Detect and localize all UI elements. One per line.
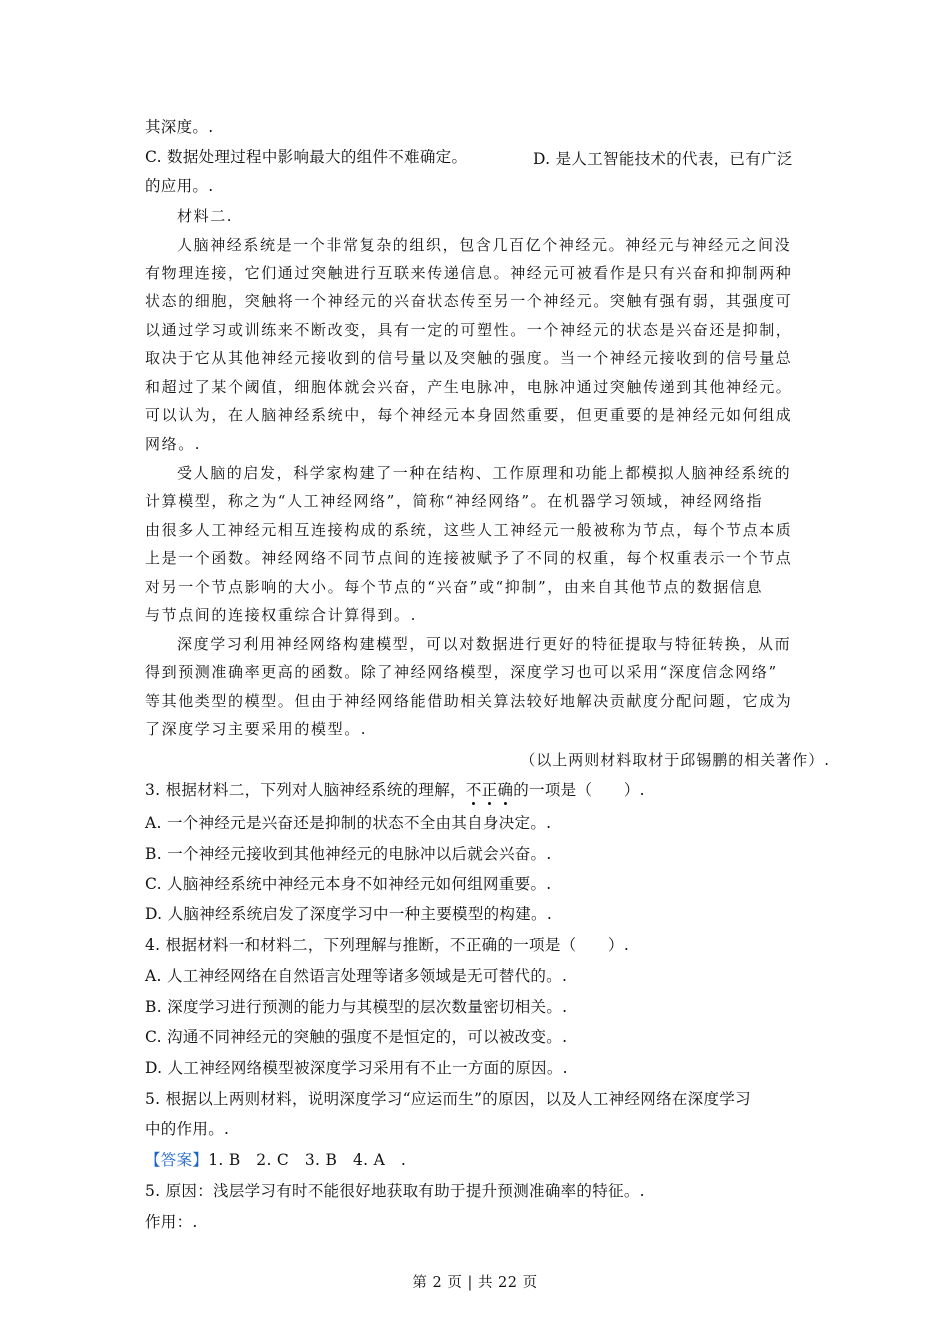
option-b: B. 深度学习进行预测的能力与其模型的层次数量密切相关。.	[145, 998, 568, 1016]
paragraph-line: 了深度学习主要采用的模型。.	[145, 720, 368, 738]
paragraph-line: 网络。.	[145, 435, 202, 453]
option-c: C. 人脑神经系统中神经元本身不如神经元如何组网重要。.	[145, 875, 552, 893]
question-text: 的一项是（ ）.	[513, 781, 645, 799]
question-5: 5. 根据以上两则材料，说明深度学习“应运而生”的原因，以及人工神经网络在深度学习	[145, 1090, 751, 1108]
paragraph-line: 受人脑的启发，科学家构建了一种在结构、工作原理和功能上都模拟人脑神经系统的	[177, 464, 792, 482]
answer-5: 5. 原因：浅层学习有时不能很好地获取有助于提升预测准确率的特征。.	[145, 1182, 645, 1200]
paragraph-line: 状态的细胞，突触将一个神经元的兴奋状态传至另一个神经元。突触有强有弱，其强度可	[145, 292, 793, 310]
paragraph-line: 有物理连接，它们通过突触进行互联来传递信息。神经元可被看作是只有兴奋和抑制两种	[145, 264, 793, 282]
question-5-cont: 中的作用。.	[145, 1120, 230, 1138]
emphasis-char: 确	[497, 781, 514, 799]
option-a: A. 一个神经元是兴奋还是抑制的状态不全由其自身决定。.	[145, 814, 552, 832]
option-d: D. 人脑神经系统启发了深度学习中一种主要模型的构建。.	[145, 905, 553, 923]
paragraph-line: 得到预测准确率更高的函数。除了神经网络模型，深度学习也可以采用“深度信念网络”	[145, 663, 778, 681]
answer-5-role: 作用：.	[145, 1213, 198, 1231]
question-3	[145, 780, 645, 800]
emphasis-char: 不	[465, 781, 482, 799]
paragraph-line: 与节点间的连接权重综合计算得到。.	[145, 606, 417, 624]
answer-tag: 【答案】	[145, 1151, 209, 1169]
question-text: 3. 根据材料二，下列对人脑神经系统的理解，	[145, 781, 466, 799]
material-title: 材料二.	[177, 207, 234, 225]
paragraph-line: 可以认为，在人脑神经系统中，每个神经元本身固然重要，但更重要的是神经元如何组成	[145, 406, 793, 424]
answer-line	[145, 1150, 406, 1170]
paragraph-line: 上是一个函数。神经网络不同节点间的连接被赋予了不同的权重，每个权重表示一个节点	[145, 549, 793, 567]
option-d: D. 是人工智能技术的代表，已有广泛	[533, 150, 793, 168]
paragraph-line: 取决于它从其他神经元接收到的信号量以及突触的强度。当一个神经元接收到的信号量总	[145, 349, 793, 367]
paragraph-line: 计算模型，称之为“人工神经网络”，简称“神经网络”。在机器学习领域，神经网络指	[145, 492, 764, 510]
option-c: C. 沟通不同神经元的突触的强度不是恒定的，可以被改变。.	[145, 1028, 568, 1046]
question-4: 4. 根据材料一和材料二，下列理解与推断，不正确的一项是（ ）.	[145, 936, 630, 954]
paragraph-line: 深度学习利用神经网络构建模型，可以对数据进行更好的特征提取与特征转换，从而	[177, 635, 792, 653]
emphasis-char: 正	[481, 781, 498, 799]
option-d: D. 人工神经网络模型被深度学习采用有不止一方面的原因。.	[145, 1059, 568, 1077]
paragraph-line: 以通过学习或训练来不断改变，具有一定的可塑性。一个神经元的状态是兴奋还是抑制，	[145, 321, 793, 339]
option-a: A. 人工神经网络在自然语言处理等诸多领域是无可替代的。.	[145, 967, 568, 985]
text-line: 的应用。.	[145, 177, 214, 195]
option-c: C. 数据处理过程中影响最大的组件不难确定。	[145, 148, 468, 166]
paragraph-line: 对另一个节点影响的大小。每个节点的“兴奋”或“抑制”，由来自其他节点的数据信息	[145, 578, 764, 596]
answer-text: 1. B 2. C 3. B 4. A .	[208, 1151, 407, 1169]
source-citation: （以上两则材料取材于邱锡鹏的相关著作）.	[520, 751, 830, 769]
text-line: 其深度。.	[145, 118, 214, 136]
option-b: B. 一个神经元接收到其他神经元的电脉冲以后就会兴奋。.	[145, 845, 552, 863]
paragraph-line: 由很多人工神经元相互连接构成的系统，这些人工神经元一般被称为节点，每个节点本质	[145, 521, 793, 539]
paragraph-line: 人脑神经系统是一个非常复杂的组织，包含几百亿个神经元。神经元与神经元之间没	[177, 236, 792, 254]
paragraph-line: 等其他类型的模型。但由于神经网络能借助相关算法较好地解决贡献度分配问题，它成为	[145, 692, 793, 710]
page-footer: 第 2 页 | 共 22 页	[412, 1275, 538, 1291]
paragraph-line: 和超过了某个阈值，细胞体就会兴奋，产生电脉冲，电脉冲通过突触传递到其他神经元。	[145, 378, 793, 396]
